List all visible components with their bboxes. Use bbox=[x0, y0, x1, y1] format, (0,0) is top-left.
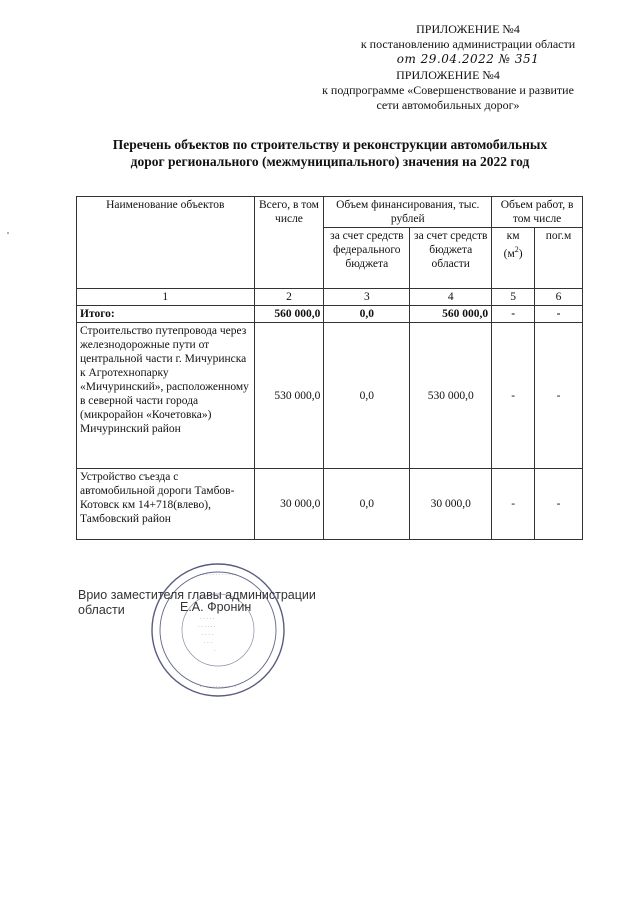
col-number: 5 bbox=[492, 289, 535, 306]
subprogram-header bbox=[298, 68, 598, 113]
column-number-row bbox=[77, 289, 583, 306]
header-federal: за счет средств федерального бюджета bbox=[324, 228, 410, 289]
svg-text:· · ·: · · · bbox=[204, 640, 212, 646]
col-number: 2 bbox=[254, 289, 324, 306]
svg-text:· · · · · ·: · · · · · · bbox=[198, 624, 216, 630]
svg-text:· · · · · · · · · · · ·: · · · · · · · · · · · · bbox=[199, 684, 237, 690]
object-federal: 0,0 bbox=[324, 323, 410, 469]
objects-table bbox=[76, 196, 583, 540]
subprogram-ref-line2: сети автомобильных дорог» bbox=[376, 98, 520, 112]
col-number: 4 bbox=[410, 289, 492, 306]
appendix-title: ПРИЛОЖЕНИЕ №4 bbox=[416, 22, 520, 36]
table-header-row bbox=[77, 197, 583, 228]
subprogram-ref-line1: к подпрограмме «Совершенствование и развитие bbox=[322, 83, 574, 97]
scan-speck bbox=[7, 232, 9, 234]
svg-text:· · · · ·: · · · · · bbox=[200, 616, 215, 622]
object-pm: - bbox=[535, 469, 583, 540]
total-federal: 0,0 bbox=[324, 306, 410, 323]
header-works: Объем работ, в том числе bbox=[492, 197, 583, 228]
signature-position-line2: области bbox=[78, 603, 125, 617]
header-km: км $(м^2)$ bbox=[492, 228, 535, 289]
svg-text:· · · · · · · · · · · ·: · · · · · · · · · · · · bbox=[199, 572, 237, 578]
object-federal: 0,0 bbox=[324, 469, 410, 540]
total-row bbox=[77, 306, 583, 323]
total-pm: - bbox=[535, 306, 583, 323]
total-sum: 560 000,0 bbox=[254, 306, 324, 323]
svg-text:·: · bbox=[214, 648, 216, 654]
object-km: - bbox=[492, 323, 535, 469]
col-number: 1 bbox=[77, 289, 255, 306]
document-title-line2: дорог регионального (межмуниципального) значения на 2022 год bbox=[130, 154, 530, 169]
appendix-decree-ref: к постановлению администрации области bbox=[360, 37, 576, 51]
header-regional: за счет средств бюджета области bbox=[410, 228, 492, 289]
object-name: Строительство путепровода через железнодорожные пути от центральной части г. Мичуринска к Агротехнопарку «Мичуринский», расположенному в северной части города (микрорайон «Кочетовка») Мичуринский район bbox=[77, 323, 255, 469]
header-total: Всего, в том числе bbox=[254, 197, 324, 289]
header-name: Наименование объектов bbox=[77, 197, 255, 289]
signatory-name: Е.А. Фронин bbox=[180, 600, 252, 614]
col-number: 3 bbox=[324, 289, 410, 306]
object-regional: 530 000,0 bbox=[410, 323, 492, 469]
appendix-header bbox=[338, 22, 598, 67]
total-label: Итого: bbox=[77, 306, 255, 323]
handwritten-date-number: от 29.04.2022 № 351 bbox=[396, 52, 540, 66]
table-row bbox=[77, 469, 583, 540]
table-row bbox=[77, 323, 583, 469]
object-total: 530 000,0 bbox=[254, 323, 324, 469]
header-pm: пог.м bbox=[535, 228, 583, 289]
signature-position-line1: Врио заместителя главы администрации bbox=[78, 588, 316, 602]
svg-text:· · · ·: · · · · bbox=[202, 632, 214, 638]
official-seal-stamp bbox=[148, 560, 288, 700]
object-name: Устройство съезда с автомобильной дороги Тамбов-Котовск км 14+718(влево), Тамбовский район bbox=[77, 469, 255, 540]
document-title-line1: Перечень объектов по строительству и реконструкции автомобильных bbox=[112, 137, 548, 152]
total-regional: 560 000,0 bbox=[410, 306, 492, 323]
object-total: 30 000,0 bbox=[254, 469, 324, 540]
col-number: 6 bbox=[535, 289, 583, 306]
subprogram-appendix-title: ПРИЛОЖЕНИЕ №4 bbox=[396, 68, 500, 82]
object-km: - bbox=[492, 469, 535, 540]
object-regional: 30 000,0 bbox=[410, 469, 492, 540]
document-title bbox=[70, 136, 590, 170]
object-pm: - bbox=[535, 323, 583, 469]
header-financing: Объем финансирования, тыс. рублей bbox=[324, 197, 492, 228]
total-km: - bbox=[492, 306, 535, 323]
